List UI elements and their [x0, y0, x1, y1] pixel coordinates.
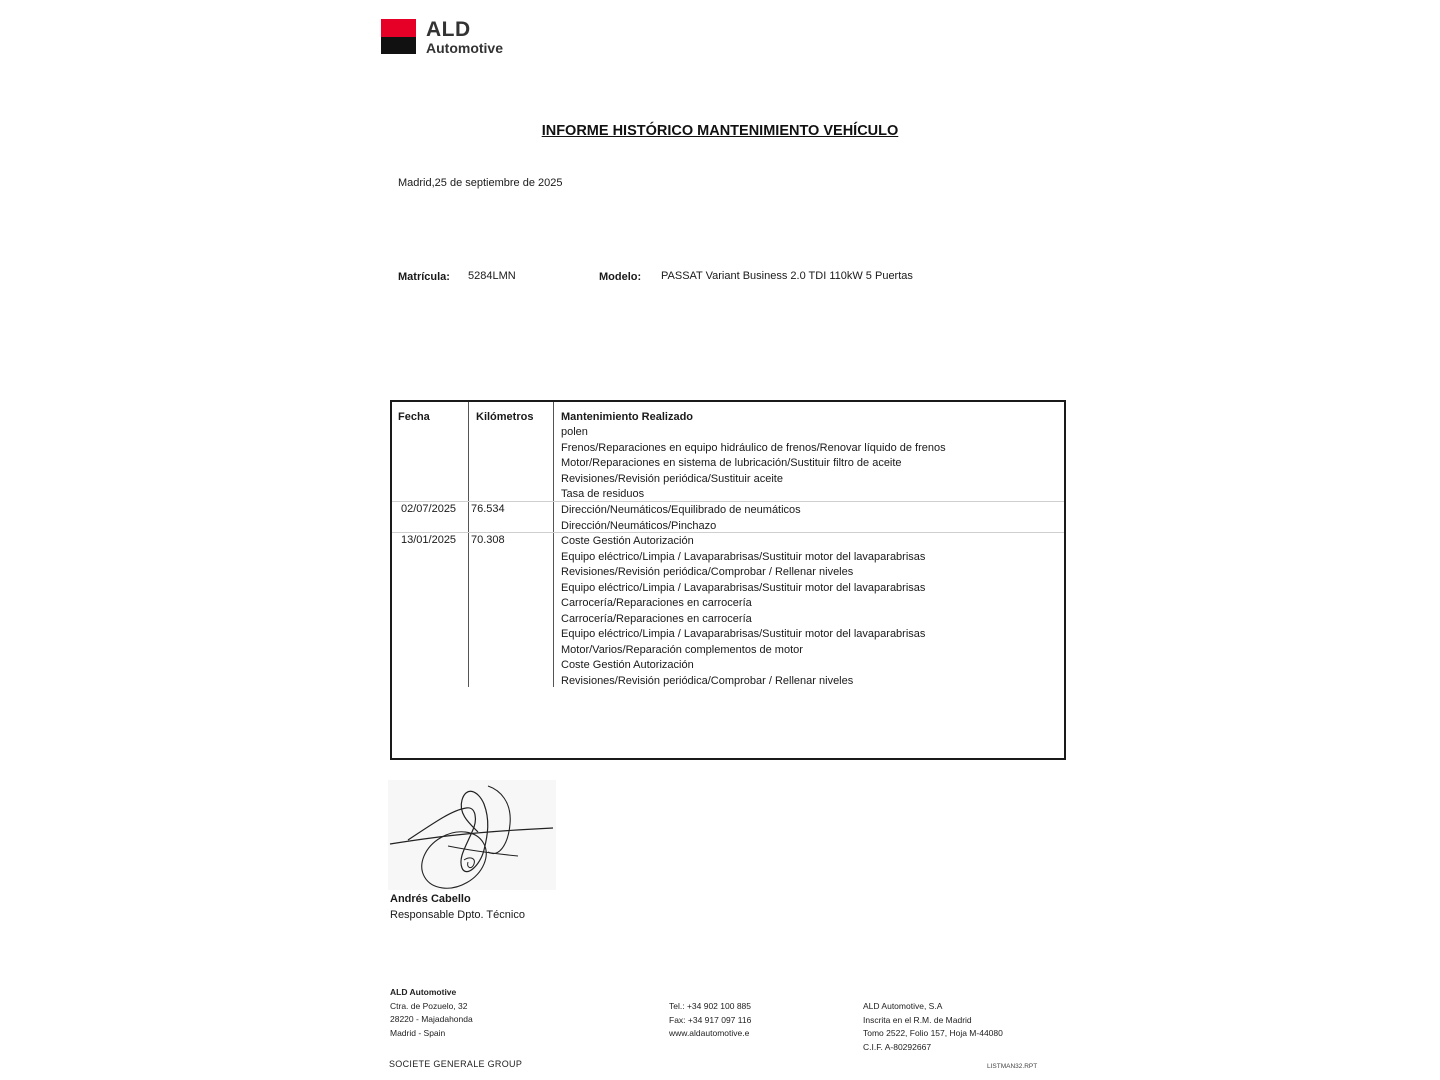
- footer-legal-line: ALD Automotive, S.A: [863, 1001, 943, 1011]
- ald-logo-mark: [381, 19, 416, 54]
- column-divider: [468, 402, 469, 687]
- work-item: Coste Gestión Autorización: [561, 659, 694, 671]
- table-row-2-km: 76.534: [471, 503, 505, 515]
- table-row-1-work: [561, 425, 946, 503]
- work-item: Equipo eléctrico/Limpia / Lavaparabrisas/Sustituir motor del lavaparabrisas: [561, 550, 926, 563]
- header-km: Kilómetros: [476, 411, 534, 423]
- report-date: Madrid,25 de septiembre de 2025: [398, 177, 563, 189]
- footer-address-line: Madrid - Spain: [390, 1027, 446, 1038]
- footer-legal-line: Tomo 2522, Folio 157, Hoja M-44080: [863, 1028, 1003, 1038]
- work-item: Coste Gestión Autorización: [561, 535, 694, 547]
- logo-brand-text: ALD: [426, 18, 471, 41]
- footer-legal-line: Inscrita en el R.M. de Madrid: [863, 1014, 972, 1025]
- work-item: Equipo eléctrico/Limpia / Lavaparabrisas/Sustituir motor del lavaparabrisas: [561, 628, 926, 640]
- header-work: Mantenimiento Realizado: [561, 411, 694, 423]
- plate-label: Matrícula:: [398, 271, 450, 283]
- footer-contact: [669, 1000, 751, 1041]
- report-title: INFORME HISTÓRICO MANTENIMIENTO VEHÍCULO: [541, 123, 899, 139]
- work-item: Carrocería/Reparaciones en carrocería: [561, 612, 752, 625]
- table-row-2-work: [561, 503, 801, 534]
- work-item: polen: [561, 426, 588, 438]
- footer-website: www.aldautomotive.e: [669, 1028, 750, 1038]
- table-row-2-date: 02/07/2025: [401, 503, 457, 515]
- signer-name: Andrés Cabello: [390, 893, 471, 905]
- footer-phone: Tel.: +34 902 100 885: [669, 1001, 751, 1011]
- table-row-3-km: 70.308: [471, 534, 505, 546]
- footer-company: ALD Automotive: [390, 987, 457, 997]
- logo-subbrand-text: Automotive: [426, 40, 503, 56]
- work-item: Carrocería/Reparaciones en carrocería: [561, 597, 752, 609]
- table-row-3-work: [561, 534, 925, 689]
- work-item: Motor/Reparaciones en sistema de lubricación/Sustituir filtro de aceite: [561, 457, 902, 469]
- column-divider: [553, 402, 554, 687]
- work-item: Revisiones/Revisión periódica/Comprobar / Rellenar niveles: [561, 566, 854, 578]
- model-value: PASSAT Variant Business 2.0 TDI 110kW 5 Puertas: [661, 270, 913, 282]
- maintenance-table: [390, 400, 1066, 760]
- plate-value: 5284LMN: [468, 270, 516, 282]
- handwritten-signature: [388, 780, 556, 890]
- model-label: Modelo:: [599, 271, 642, 283]
- table-row-3-date: 13/01/2025: [401, 534, 457, 546]
- footer-doc-code: LISTMAN32.RPT: [987, 1063, 1038, 1070]
- footer-fax: Fax: +34 917 097 116: [669, 1014, 752, 1025]
- footer-address-line: Ctra. de Pozuelo, 32: [390, 1000, 468, 1011]
- work-item: Frenos/Reparaciones en equipo hidráulico de frenos/Renovar líquido de frenos: [561, 441, 946, 454]
- footer-legal-line: C.I.F. A-80292667: [863, 1041, 932, 1052]
- work-item: Equipo eléctrico/Limpia / Lavaparabrisas/Sustituir motor del lavaparabrisas: [561, 581, 926, 594]
- work-item: Revisiones/Revisión periódica/Comprobar / Rellenar niveles: [561, 674, 854, 687]
- work-item: Motor/Varios/Reparación complementos de motor: [561, 643, 803, 656]
- work-item: Tasa de residuos: [561, 488, 645, 500]
- footer-legal: [863, 1000, 1003, 1054]
- footer-address-line: 28220 - Majadahonda: [390, 1014, 473, 1024]
- work-item: Dirección/Neumáticos/Pinchazo: [561, 519, 717, 532]
- work-item: Revisiones/Revisión periódica/Sustituir aceite: [561, 472, 783, 485]
- footer-address: [390, 986, 473, 1040]
- header-date: Fecha: [398, 411, 430, 423]
- signer-role: Responsable Dpto. Técnico: [390, 909, 525, 921]
- work-item: Dirección/Neumáticos/Equilibrado de neumáticos: [561, 504, 801, 516]
- footer-group: SOCIETE GENERALE GROUP: [389, 1059, 523, 1069]
